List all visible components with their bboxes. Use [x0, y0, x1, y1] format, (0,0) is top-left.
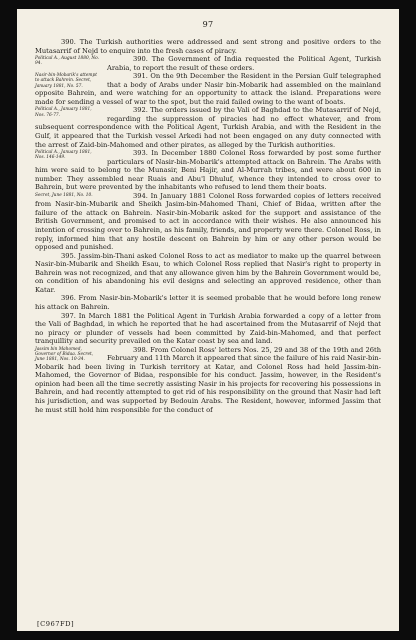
paragraph-text: 392. The orders issued by the Vali of Baghdad to the Mutasarrif of Nejd, regarding the suppression of piracies had no effect whatever, and from subsequent correspondence with the Political Agent, Turkish Arabia, and with the Resident in the Gulf, it appeared that the Turkish vessel Arkedi had not been engaged on any duty connected with the arrest of Zaid-bin-Mahomed and other pirates, as alleged by the Turkish authorities.	[35, 106, 381, 149]
margin-note: Political A., January 1881, Nos. 76-77.	[35, 107, 92, 118]
paragraph	[35, 72, 381, 106]
page-number: 97	[202, 20, 214, 29]
paragraph	[35, 106, 381, 149]
paragraph-text: 396. From Nasir-bin-Mobarik's letter it is seemed probable that he would before long renew his attack on Bahrein.	[35, 294, 381, 311]
paragraph	[35, 38, 381, 55]
paragraph-text: 395. Jassim-bin-Thani asked Colonel Ross to act as mediator to make up the quarrel between Nasir-bin-Mubarik and Sheikh Esau, to which Colonel Ross replied that Nasir's right to property in Bahrein was not recognized, and that any allowance given him by the Bahrein Government would be, on condition of his abandoning his evil designs and selecting an approved residence, other than Katar.	[35, 251, 381, 294]
margin-note: Political A., August 1880, No. 94.	[35, 56, 100, 67]
margin-note: Secret, June 1881, No. 10.	[35, 192, 93, 198]
paragraph-text: 390. The Turkish authorities were addressed and sent strong and positive orders to the Mutasarrif of Nejd to enquire into the fresh cases of piracy.	[35, 38, 381, 55]
paragraph	[35, 149, 381, 192]
paragraph-text: 398. From Colonel Ross' letters Nos. 25, 29 and 38 of the 19th and 26th February and 11th March it appeared that since the failure of his raid Nasir-bin-Mobarik had been living in Turkish territory at Katar, and Colonel Ross had held Jassim-bin-Mahomed, the Governor of Bidaa, responsible for his conduct. Jassim, however, in the Resident's opinion had been all the time secretly assisting Nasir in his projects for recovering his possessions in Bahrein, and had recently attempted to get rid of his responsibility on the ground that Nasir had left his jurisdiction, and was supported by Bedouin Arabs. The Resident, however, informed Jassim that he must still hold him responsible for the conduct of	[35, 345, 381, 414]
paragraph	[35, 192, 381, 252]
document-page	[17, 9, 399, 631]
paragraph	[35, 252, 381, 295]
paragraph	[35, 312, 381, 346]
document-body	[35, 38, 381, 414]
paragraph-text: 397. In March 1881 the Political Agent in Turkish Arabia forwarded a copy of a letter from the Vali of Baghdad, in which he reported that he had ascertained from the Mutasarrif of Nejd that no piracy or plunder of vessels had been committed by Zaid-bin-Mahomed, and that perfect tranquillity and security prevailed on the Katar coast by sea and land.	[35, 311, 381, 346]
paragraph-text: 394. In January 1881 Colonel Ross forwarded copies of letters received from Nasir-bin-Mubarik and Sheikh Jasim-bin-Mahomed Thani, Chief of Bidaa, written after the failure of the attack on Bahrein. Nasir-bin-Mobarik asked for the support and assistance of the British Government, and promised to act in accordance with their wishes. He also announced his intention of crossing over to Bahrein, as his family, friends, and property were there. Colonel Ross, in reply, informed him that any hostile descent on Bahrein by him or any other person would be opposed and punished.	[35, 191, 381, 252]
paragraph-text: 391. On the 9th December the Resident in the Persian Gulf telegraphed that a body of Arabs under Nasir bin-Mobarik had assembled on the mainland opposite Bahrein, and were watching for an opportunity to attack the island. Preparations were made for sending a vessel of war to the spot, but the raid failed owing to the want of boats.	[35, 72, 381, 106]
paragraph-text: 390. The Government of India requested the Political Agent, Turkish Arabia, to report the result of these orders.	[107, 55, 381, 72]
paragraph-text: 393. In December 1880 Colonel Ross forwarded by post some further particulars of Nasir-bin-Mobarik's attempted attack on Bahrein. The Arabs with him were said to belong to the Munasir, Beni Hajir, and Al-Murrah tribes, and were about 600 in number. They assembled near Ruais and Abu'l Dhuluf, whence they intended to cross over to Bahrein, but were prevented by the inhabitants who refused to lend them their boats.	[35, 149, 381, 192]
paragraph	[35, 294, 381, 311]
margin-note: Nasir-bin-Mobarik's attempt to attack Bahrein. Secret, January 1881, No. 57.	[35, 73, 97, 89]
margin-note: Political A., January 1881, Nos. 146-149.	[35, 150, 92, 161]
paragraph	[35, 346, 381, 414]
margin-note: Jassim bin Mahomed, Governor of Bidaa. Secret, June 1881, Nos. 10-34.	[35, 346, 94, 363]
printer-mark: [C967FD]	[37, 620, 75, 628]
paragraph	[35, 55, 381, 72]
